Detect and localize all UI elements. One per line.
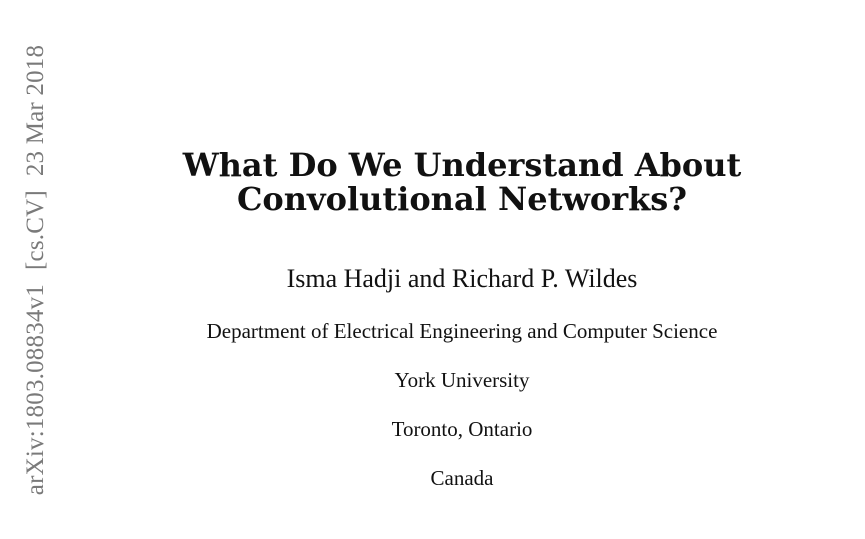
paper-authors: Isma Hadji and Richard P. Wildes xyxy=(286,264,638,293)
arxiv-category: [cs.CV] xyxy=(22,190,49,270)
arxiv-stamp xyxy=(22,45,50,495)
affiliation-department: Department of Electrical Engineering and Computer Science xyxy=(206,319,718,343)
paper-title-line-1: What Do We Understand About xyxy=(182,146,742,184)
affiliation-university: York University xyxy=(394,368,530,392)
affiliation-city: Toronto, Ontario xyxy=(391,417,533,441)
paper-title xyxy=(130,148,794,216)
paper-title-line-2: Convolutional Networks? xyxy=(236,180,688,218)
affiliation-country: Canada xyxy=(430,466,494,490)
arxiv-date: 23 Mar 2018 xyxy=(22,44,49,177)
arxiv-identifier: arXiv:1803.08834v1 xyxy=(22,284,49,496)
